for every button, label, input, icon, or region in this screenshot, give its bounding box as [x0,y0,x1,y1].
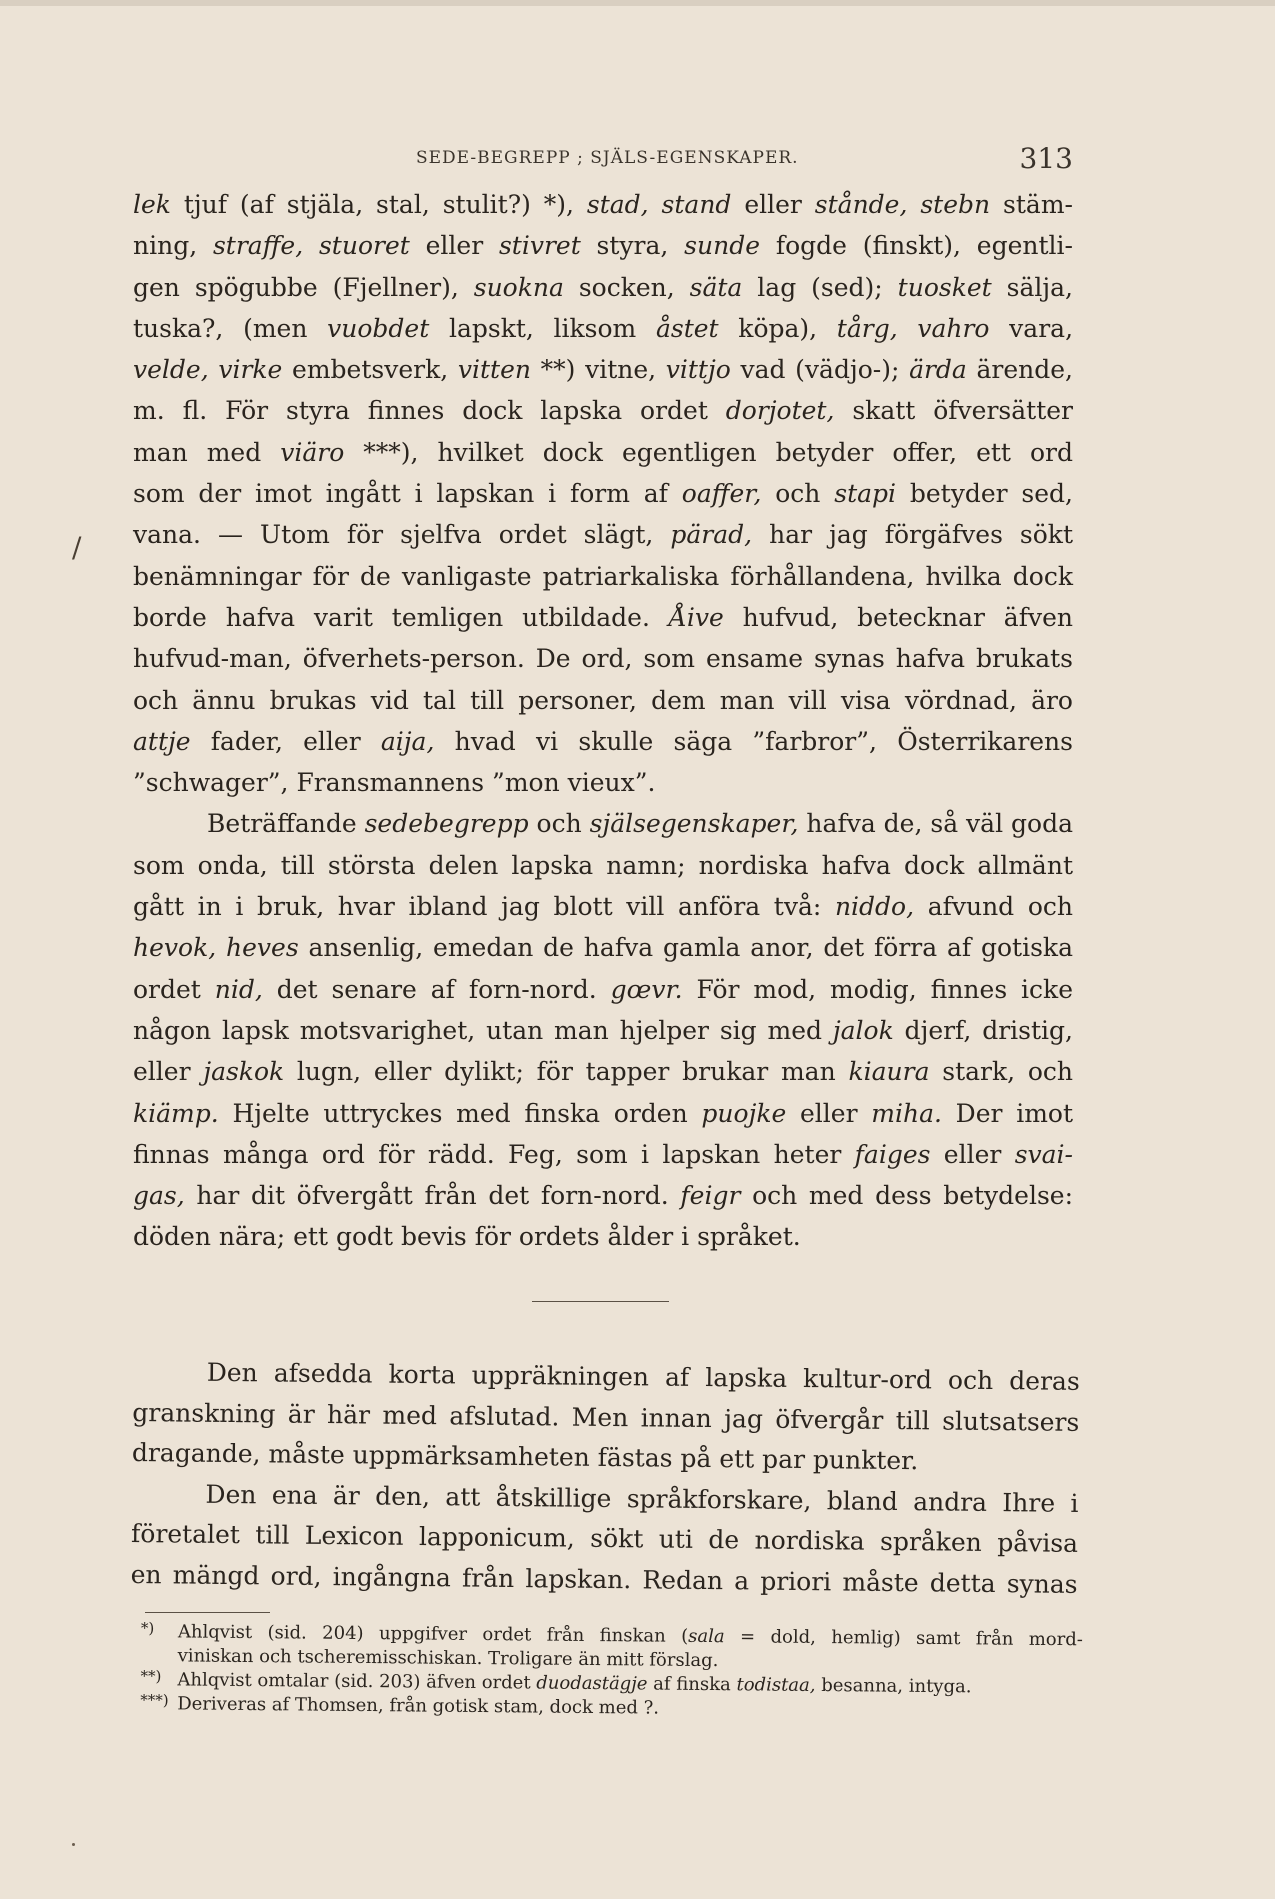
page-header [133,142,1073,182]
footnote: *) Ahlqvist (sid. 204) uppgifver ordet från finskan (sala = dold, hemlig) samt från mord- [133,1620,1083,1652]
text-line: gått in i bruk, hvar ibland jag blott vill anföra två: niddo, afvund och [133,892,1073,922]
text-line: företalet till Lexicon lapponicum, sökt uti de nordiska språken påvisa [130,1518,1079,1558]
footnote-marker: ***) [140,1691,169,1710]
text-line: ning, straffe, stuoret eller stivret styra, sunde fogde (finskt), egentli- [133,231,1073,261]
text-line: en mängd ord, ingångna från lapskan. Redan a priori måste detta synas [130,1559,1078,1599]
closing-section [130,1352,1079,1605]
text-line: velde, virke embetsverk, vitten **) vitne, vittjo vad (vädjo-); ärda ärende, [133,355,1073,385]
footnotes [132,1620,1083,1724]
text-line: gas, har dit öfvergått från det forn-nord. feigr och med dess betydelse: [133,1181,1073,1211]
text-line: m. fl. För styra finnes dock lapska ordet dorjotet, skatt öfversätter [133,396,1073,426]
footnote-marker: **) [140,1667,162,1686]
text-line: döden nära; ett godt bevis för ordets ålder i språket. [133,1222,801,1252]
page-number: 313 [1019,142,1073,175]
section-separator [532,1301,669,1302]
text-line: hufvud-man, öfverhets-person. De ord, som ensame synas hafva brukats [133,644,1073,674]
text-line: granskning är här med afslutad. Men innan jag öfvergår till slutsatsers [132,1397,1080,1437]
text-line: och ännu brukas vid tal till personer, dem man vill visa vördnad, äro [133,685,1073,715]
text-line: Den ena är den, att åtskillige språkforskare, bland andra Ihre i [205,1479,1079,1518]
text-line: man med viäro ***), hvilket dock egentligen betyder offer, ett ord [133,437,1073,467]
main-text [133,184,1073,1258]
text-line: dragande, måste uppmärksamheten fästas på ett par punkter. [131,1437,919,1476]
margin-mark: / [72,531,82,564]
footnote-rule [145,1612,270,1613]
footnote: viniskan och tscheremisschiskan. Troligare än mitt förslag. [177,1645,719,1672]
text-line: kiämp. Hjelte uttryckes med finska orden puojke eller miha. Der imot [133,1098,1073,1128]
text-line: vana. — Utom för sjelfva ordet slägt, pärad, har jag förgäfves sökt [133,520,1073,550]
text-line: lek tjuf (af stjäla, stal, stulit?) *), stad, stand eller stånde, stebn stäm- [133,190,1073,219]
text-line: ”schwager”, Fransmannens ”mon vieux”. [133,768,656,798]
paper-speck [72,1843,75,1846]
text-line: tuska?, (men vuobdet lapskt, liksom åstet köpa), tårg, vahro vara, [133,313,1074,343]
running-head: SEDE-BEGREPP ; SJÄLS-EGENSKAPER. [416,148,799,168]
text-line: som der imot ingått i lapskan i form af oaffer, och stapi betyder sed, [133,479,1073,509]
text-line: någon lapsk motsvarighet, utan man hjelper sig med jalok djerf, dristig, [133,1015,1073,1045]
text-line: eller jaskok lugn, eller dylikt; för tapper brukar man kiaura stark, och [133,1057,1074,1087]
text-line: som onda, till största delen lapska namn; nordiska hafva dock allmänt [133,850,1073,880]
text-line: Beträffande sedebegrepp och själsegenskaper, hafva de, så väl goda [207,809,1073,839]
footnote: ***) Deriveras af Thomsen, från gotisk stam, dock med ?. [132,1692,1082,1724]
text-line: Den afsedda korta uppräkningen af lapska kultur-ord och deras [206,1357,1080,1396]
text-line: hevok, heves ansenlig, emedan de hafva gamla anor, det förra af gotiska [133,933,1073,963]
text-line: gen spögubbe (Fjellner), suokna socken, säta lag (sed); tuosket sälja, [133,272,1073,302]
page-top-edge [0,0,1275,6]
text-line: ordet nid, det senare af forn-nord. gœvr. För mod, modig, finnes icke [133,974,1074,1004]
footnote-marker: *) [140,1619,155,1638]
text-line: attje fader, eller aija, hvad vi skulle säga ”farbror”, Österrikarens [133,726,1073,756]
text-line: finnas många ord för rädd. Feg, som i lapskan heter faiges eller svai- [133,1139,1073,1169]
text-line: borde hafva varit temligen utbildade. Åive hufvud, betecknar äfven [133,602,1073,632]
text-line: benämningar för de vanligaste patriarkaliska förhållandena, hvilka dock [133,561,1073,591]
footnote: **) Ahlqvist omtalar (sid. 203) äfven ordet duodastägje af finska todistaa, besanna, intyga. [132,1668,1082,1700]
